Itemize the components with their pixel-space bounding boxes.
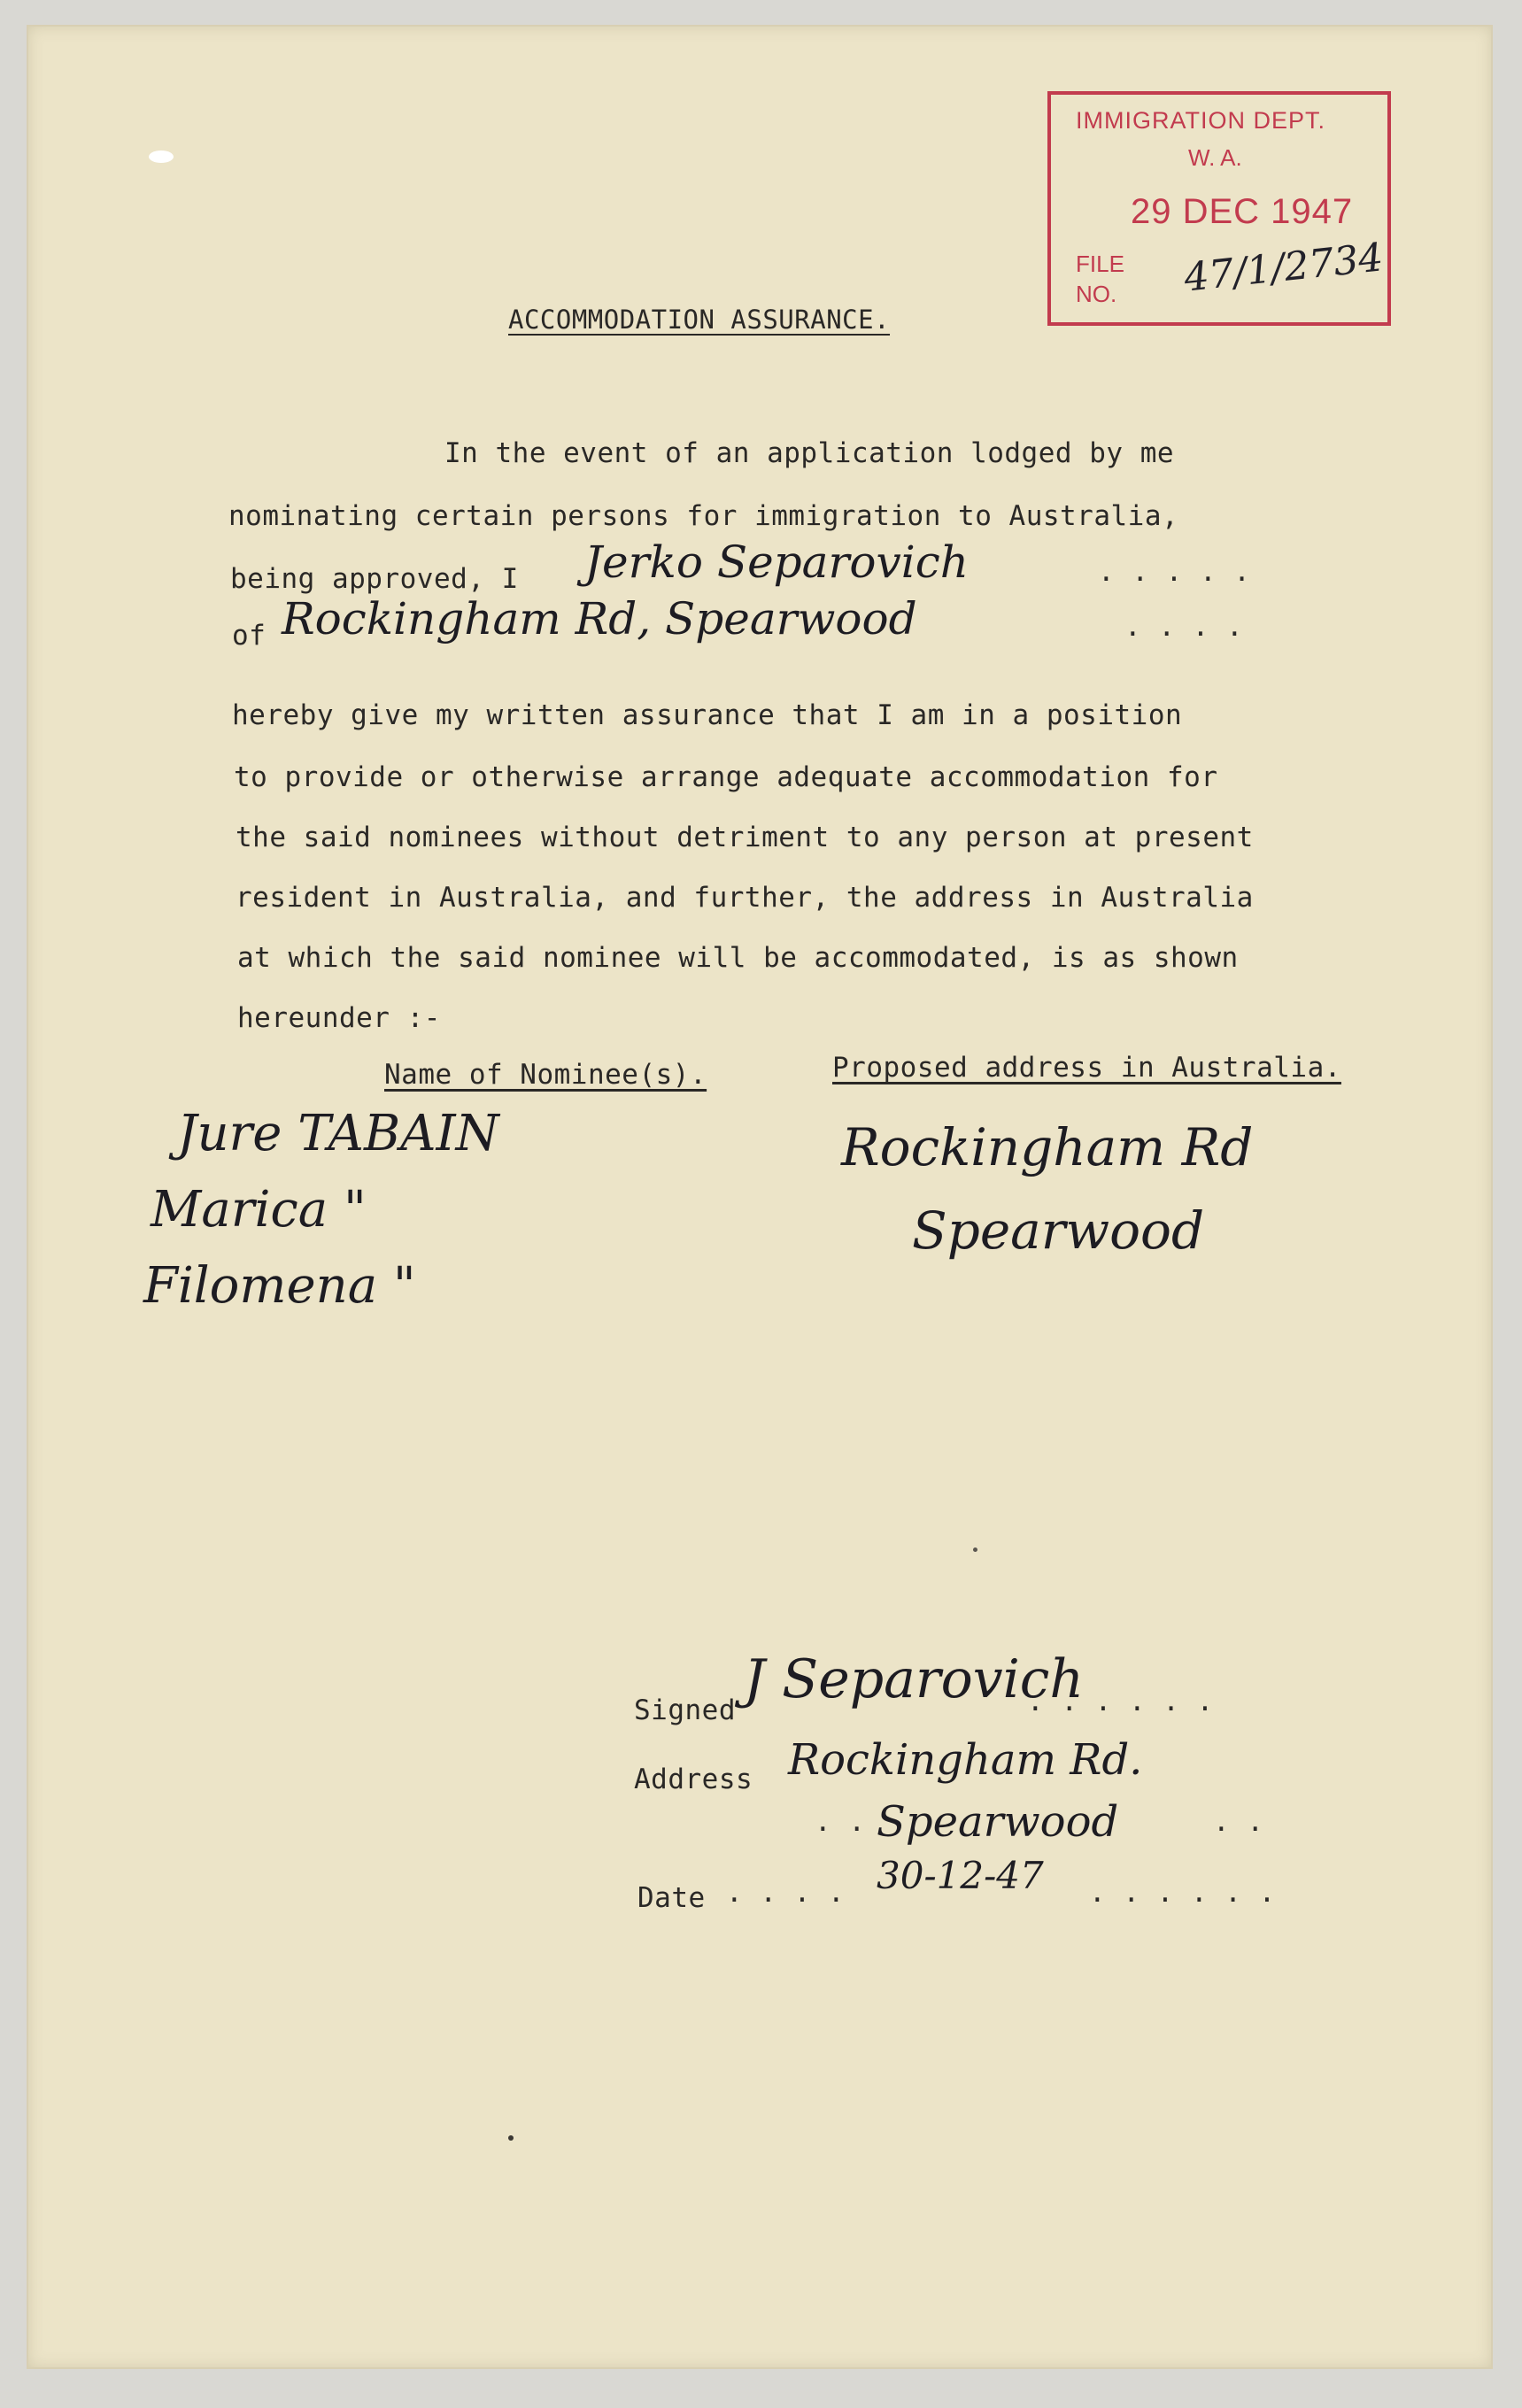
body-line-6: to provide or otherwise arrange adequate accommodation for (234, 761, 1218, 793)
dot-leader: . . (1213, 1806, 1264, 1838)
signature: J Separovich (744, 1648, 1085, 1710)
signature-date: 30-12-47 (877, 1854, 1044, 1897)
body-line-4-prefix: of (232, 620, 267, 652)
signed-label: Signed (634, 1694, 736, 1726)
body-line-10: hereunder :- (237, 1002, 441, 1034)
body-line-7: the said nominees without detriment to any person at present (236, 822, 1254, 853)
speck (973, 1547, 977, 1552)
proposed-address-line-2: Spearwood (912, 1200, 1205, 1261)
body-line-2: nominating certain persons for immigration to Australia, (228, 500, 1179, 532)
stamp-no-label: NO. (1076, 281, 1117, 307)
body-line-9: at which the said nominee will be accommodated, is as shown (237, 942, 1239, 974)
immigration-stamp (1047, 91, 1391, 326)
proposed-address-line-1: Rockingham Rd (841, 1117, 1254, 1177)
stamp-file-label: FILE (1076, 251, 1124, 277)
date-label: Date (637, 1882, 706, 1914)
body-line-3-prefix: being approved, I (230, 563, 519, 595)
applicant-address: Rockingham Rd, Spearwood (282, 593, 917, 644)
proposed-address-header: Proposed address in Australia. (832, 1052, 1341, 1084)
dot-leader: . . . . . . (1089, 1877, 1276, 1909)
stamp-state: W. A. (1188, 144, 1242, 171)
signature-address-line-2: Spearwood (877, 1797, 1119, 1847)
signature-address-line-1: Rockingham Rd. (788, 1735, 1143, 1785)
dot-leader: . . (815, 1806, 866, 1838)
dot-leader: . . . . (1124, 611, 1244, 643)
nominee-name: Jure TABAIN (177, 1105, 499, 1162)
stamp-dept: IMMIGRATION DEPT. (1076, 107, 1326, 134)
dot-leader: . . . . . (1098, 556, 1251, 588)
body-line-8: resident in Australia, and further, the address in Australia (236, 882, 1254, 914)
document-title: ACCOMMODATION ASSURANCE. (508, 305, 891, 335)
address-label: Address (634, 1764, 753, 1795)
dot-leader: . . . . . . (1027, 1686, 1214, 1717)
applicant-name: Jerko Separovich (584, 536, 969, 588)
nominee-header: Name of Nominee(s). (384, 1059, 707, 1091)
dot-leader: . . . . (726, 1877, 846, 1909)
punch-mark (149, 150, 174, 163)
body-line-5: hereby give my written assurance that I am in a position (232, 699, 1183, 731)
nominee-name: Filomena " (143, 1257, 416, 1315)
stamp-date: 29 DEC 1947 (1131, 192, 1354, 231)
nominee-name: Marica " (151, 1181, 367, 1239)
body-line-1: In the event of an application lodged by me (444, 437, 1175, 469)
stamp-file-number: 47/1/2734 (1181, 235, 1386, 301)
speck (508, 2135, 514, 2141)
